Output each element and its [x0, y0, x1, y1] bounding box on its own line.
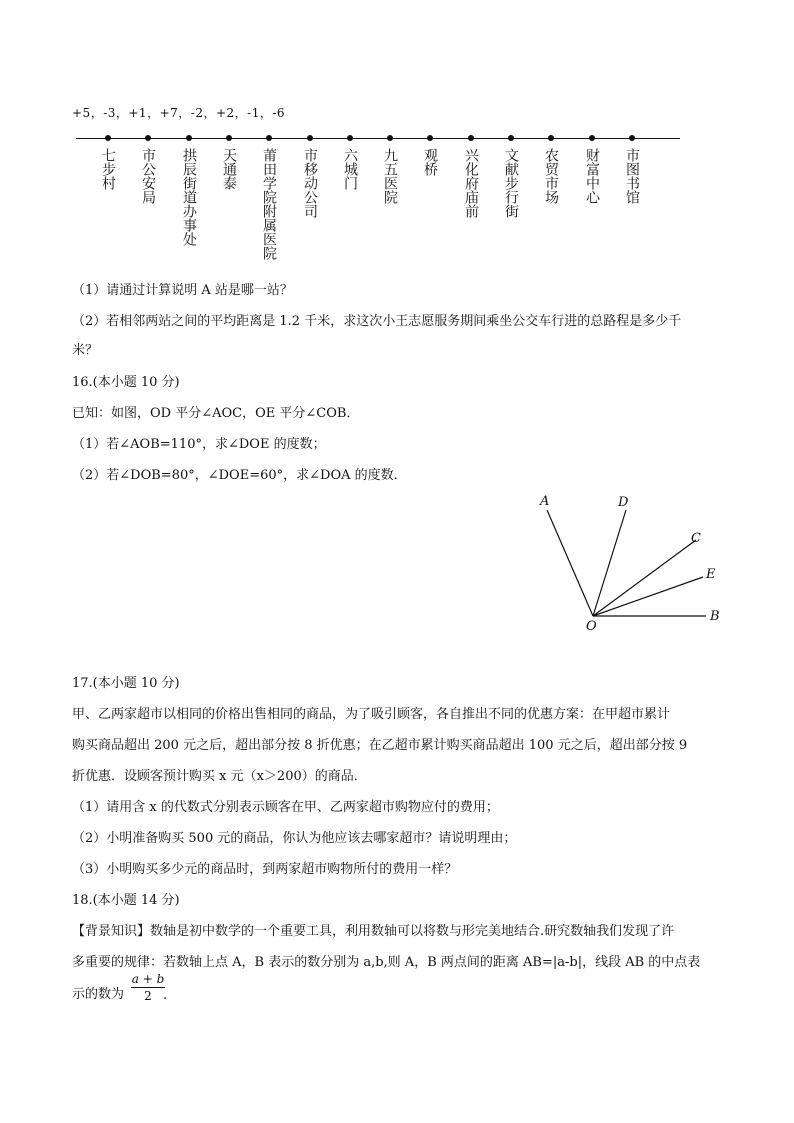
stop-dot — [145, 135, 151, 141]
q18-para-line3: 示的数为 — [72, 987, 125, 1002]
stop-dot — [347, 135, 353, 141]
angle-figure — [530, 490, 730, 640]
stop-label: 市移动公司 — [302, 148, 318, 218]
q16-intro: 已知：如图，OD 平分∠AOC，OE 平分∠COB． — [72, 406, 360, 421]
q15-part2-line2: 米？ — [72, 343, 99, 358]
label-a: A — [540, 494, 550, 509]
stop-label: 九五医院 — [382, 148, 398, 204]
q16-part1: （1）若∠AOB=110°，求∠DOE 的度数； — [72, 437, 326, 452]
stop-dot — [629, 135, 635, 141]
label-o: O — [586, 619, 597, 634]
q17-part2: （2）小明准备购买 500 元的商品，你认为他应该去哪家超市？请说明理由； — [72, 831, 517, 846]
stop-dot — [226, 135, 232, 141]
fraction-bar — [131, 987, 165, 988]
q17-para-line2: 购买商品超出 200 元之后，超出部分按 8 折优惠；在乙超市累计购买商品超出 100 元之后，超出部分按 9 — [72, 738, 688, 753]
stop-label: 拱辰街道办事处 — [181, 148, 197, 246]
ray-oa — [547, 510, 593, 616]
fraction-tail: . — [163, 988, 168, 1003]
q17-part1: （1）请用含 x 的代数式分别表示顾客在甲、乙两家超市购物应付的费用； — [72, 800, 499, 815]
ray-oc — [593, 540, 696, 616]
stop-dot — [266, 135, 272, 141]
stop-label: 六城门 — [342, 148, 358, 190]
q18-para-line2: 多重要的规律：若数轴上点 A，B 表示的数分别为 a,b,则 A，B 两点间的距离 AB=|a-b|，线段 AB 的中点表 — [72, 955, 701, 970]
label-e: E — [706, 567, 716, 582]
q17-para-line3: 折优惠．设顾客预计购买 x 元（x＞200）的商品． — [72, 769, 367, 784]
stop-label: 七步村 — [100, 148, 116, 190]
stop-dot — [427, 135, 433, 141]
stop-dot — [508, 135, 514, 141]
q17-part3: （3）小明购买多少元的商品时，到两家超市购物所付的费用一样？ — [72, 862, 458, 877]
stop-label: 市公安局 — [140, 148, 156, 204]
midpoint-fraction — [131, 972, 168, 1003]
stop-label: 财富中心 — [584, 148, 600, 204]
fraction-numerator: a + b — [131, 972, 165, 986]
label-b: B — [710, 609, 720, 624]
stop-label: 天通泰 — [221, 148, 237, 190]
fraction-denominator: 2 — [144, 989, 152, 1003]
stop-dot — [186, 135, 192, 141]
q17-para-line1: 甲、乙两家超市以相同的价格出售相同的商品，为了吸引顾客，各自推出不同的优惠方案：在甲超市累计 — [72, 707, 671, 722]
sequence-line: +5，-3，+1，+7，-2，+2，-1，-6 — [72, 106, 286, 120]
q16-part2: （2）若∠DOB=80°，∠DOE=60°，求∠DOA 的度数． — [72, 468, 407, 483]
ray-oe — [593, 577, 703, 616]
q18-para-line1: 【背景知识】数轴是初中数学的一个重要工具，利用数轴可以将数与形完美地结合.研究数轴我们发现了许 — [72, 924, 675, 939]
stop-dot — [105, 135, 111, 141]
q15-part2-line1: （2）若相邻两站之间的平均距离是 1.2 千米，求这次小王志愿服务期间乘坐公交车行进的总路程是多少千 — [72, 314, 682, 329]
q15-part1: （1）请通过计算说明 A 站是哪一站？ — [72, 283, 293, 298]
stop-label: 文献步行街 — [503, 148, 519, 218]
stop-dot — [387, 135, 393, 141]
stop-dot — [548, 135, 554, 141]
stop-dot — [468, 135, 474, 141]
stop-label: 莆田学院附属医院 — [261, 148, 277, 260]
q18-heading: 18.(本小题 14 分) — [72, 893, 180, 908]
stop-dot — [589, 135, 595, 141]
ray-od — [593, 510, 626, 616]
q17-heading: 17.(本小题 10 分) — [72, 676, 180, 691]
stop-label: 农贸市场 — [543, 148, 559, 204]
q16-heading: 16.(本小题 10 分) — [72, 375, 180, 390]
stop-label: 兴化府庙前 — [463, 148, 479, 218]
label-c: C — [691, 531, 701, 546]
stop-dot — [307, 135, 313, 141]
stop-label: 观桥 — [422, 148, 438, 176]
label-d: D — [618, 495, 629, 510]
stop-label: 市图书馆 — [624, 148, 640, 204]
